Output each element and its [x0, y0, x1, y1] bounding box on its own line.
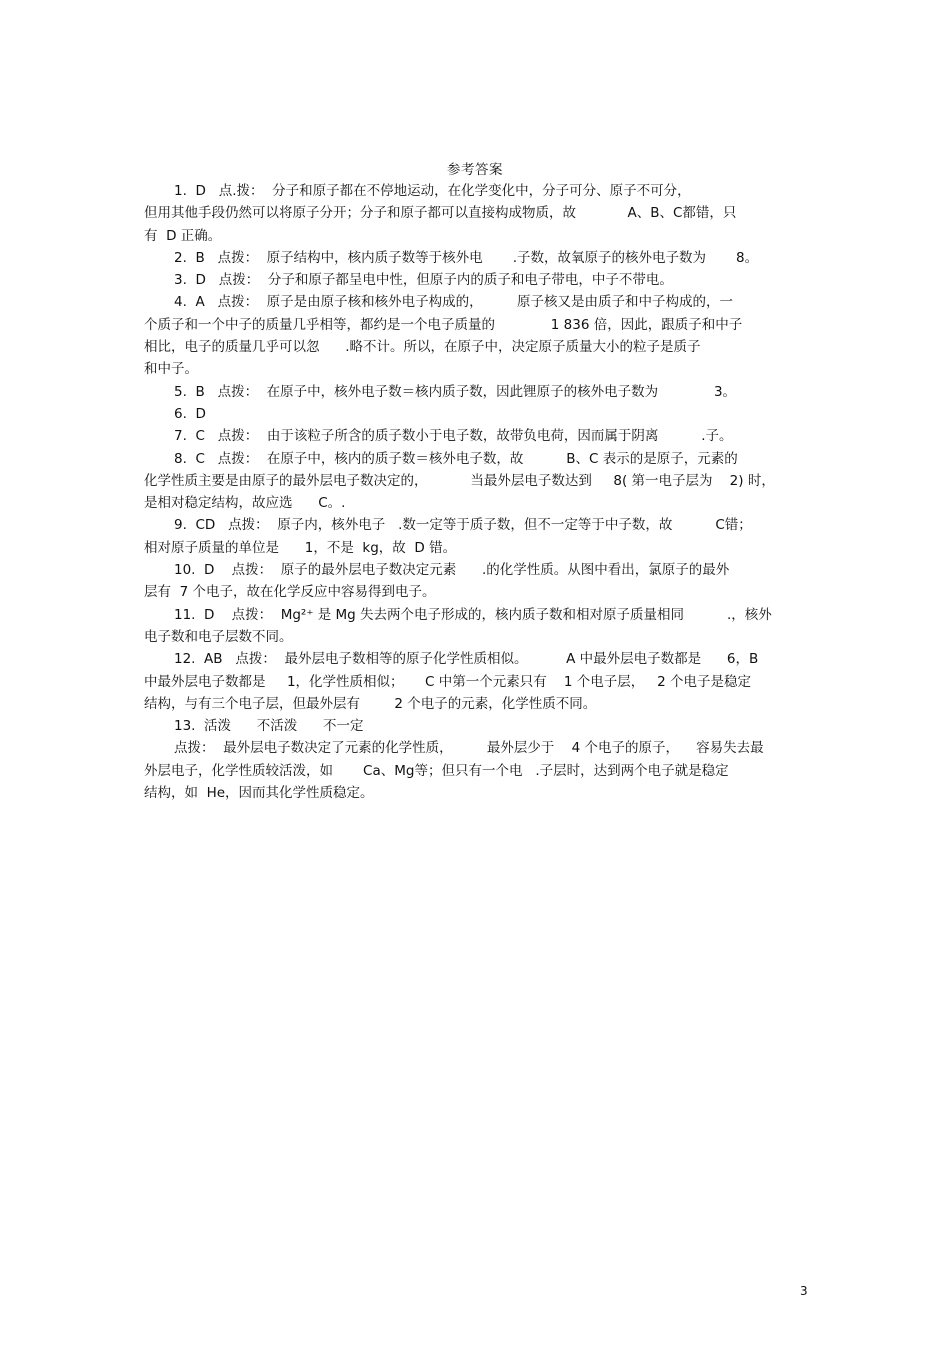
- text-line: 1. D 点.拨： 分子和原子都在不停地运动，在化学变化中，分子可分、原子不可分，: [174, 183, 691, 199]
- text-line: 8. C 点拨： 在原子中，核内的质子数＝核外电子数，故 B、C 表示的是原子，元素的: [174, 450, 738, 467]
- text-line: 11. D 点拨： Mg²⁺ 是 Mg 失去两个电子形成的，核内质子数和相对原子质量相同 .，核外: [174, 606, 772, 623]
- text-line: 12. AB 点拨： 最外层电子数相等的原子化学性质相似。 A 中最外层电子数都是 6，B: [174, 651, 759, 668]
- text-line: 结构，与有三个电子层，但最外层有 2 个电子的元素，化学性质不同。: [144, 695, 597, 712]
- page-number: 3: [800, 1284, 808, 1298]
- text-line: 层有 7 个电子，故在化学反应中容易得到电子。: [144, 584, 436, 601]
- text-line: 7. C 点拨： 由于该粒子所含的质子数小于电子数，故带负电荷，因而属于阴离 .子。: [174, 428, 733, 445]
- text-line: 电子数和电子层数不同。: [144, 628, 293, 645]
- text-line: 化学性质主要是由原子的最外层电子数决定的， 当最外层电子数达到 8( 第一电子层为 2) 时，: [144, 472, 775, 489]
- text-line: 相对原子质量的单位是 1，不是 kg，故 D 错。: [144, 539, 457, 556]
- text-line: 3. D 点拨： 分子和原子都呈电中性，但原子内的质子和电子带电，中子不带电。: [174, 272, 673, 289]
- text-line: 6. D: [174, 405, 206, 422]
- answer-text-block: [144, 180, 809, 804]
- text-line: 但用其他手段仍然可以将原子分开；分子和原子都可以直接构成物质，故 A、B、C都错，只: [144, 205, 737, 222]
- text-line: 外层电子，化学性质较活泼，如 Ca、Mg等；但只有一个电 .子层时，达到两个电子就是稳定: [144, 762, 729, 779]
- document-title: 参考答案: [447, 162, 503, 178]
- text-line: 是相对稳定结构，故应选 C。.: [144, 495, 346, 512]
- text-line: 10. D 点拨： 原子的最外层电子数决定元素 .的化学性质。从图中看出，氯原子的最外: [174, 562, 730, 579]
- text-line: 点拨： 最外层电子数决定了元素的化学性质， 最外层少于 4 个电子的原子， 容易失去最: [174, 740, 764, 757]
- text-line: 个质子和一个中子的质量几乎相等，都约是一个电子质量的 1 836 倍，因此，跟质子和中子: [144, 316, 743, 333]
- text-line: 5. B 点拨： 在原子中，核外电子数＝核内质子数，因此锂原子的核外电子数为 3。: [174, 383, 737, 400]
- text-line: 4. A 点拨： 原子是由原子核和核外电子构成的， 原子核又是由质子和中子构成的，一: [174, 294, 733, 311]
- text-line: 结构，如 He，因而其化学性质稳定。: [144, 785, 374, 802]
- text-line: 2. B 点拨： 原子结构中，核内质子数等于核外电 .子数，故氧原子的核外电子数为 8。: [174, 249, 759, 266]
- text-line: 相比，电子的质量几乎可以忽 .略不计。所以，在原子中，决定原子质量大小的粒子是质子: [144, 339, 701, 356]
- text-line: 中最外层电子数都是 1，化学性质相似； C 中第一个元素只有 1 个电子层， 2 个电子是稳定: [144, 673, 752, 690]
- text-line: 13. 活泼 不活泼 不一定: [174, 718, 364, 735]
- text-line: 和中子。: [144, 361, 198, 378]
- text-line: 有 D 正确。: [144, 227, 222, 244]
- text-line: 9. CD 点拨： 原子内，核外电子 .数一定等于质子数，但不一定等于中子数，故 C错；: [174, 517, 752, 534]
